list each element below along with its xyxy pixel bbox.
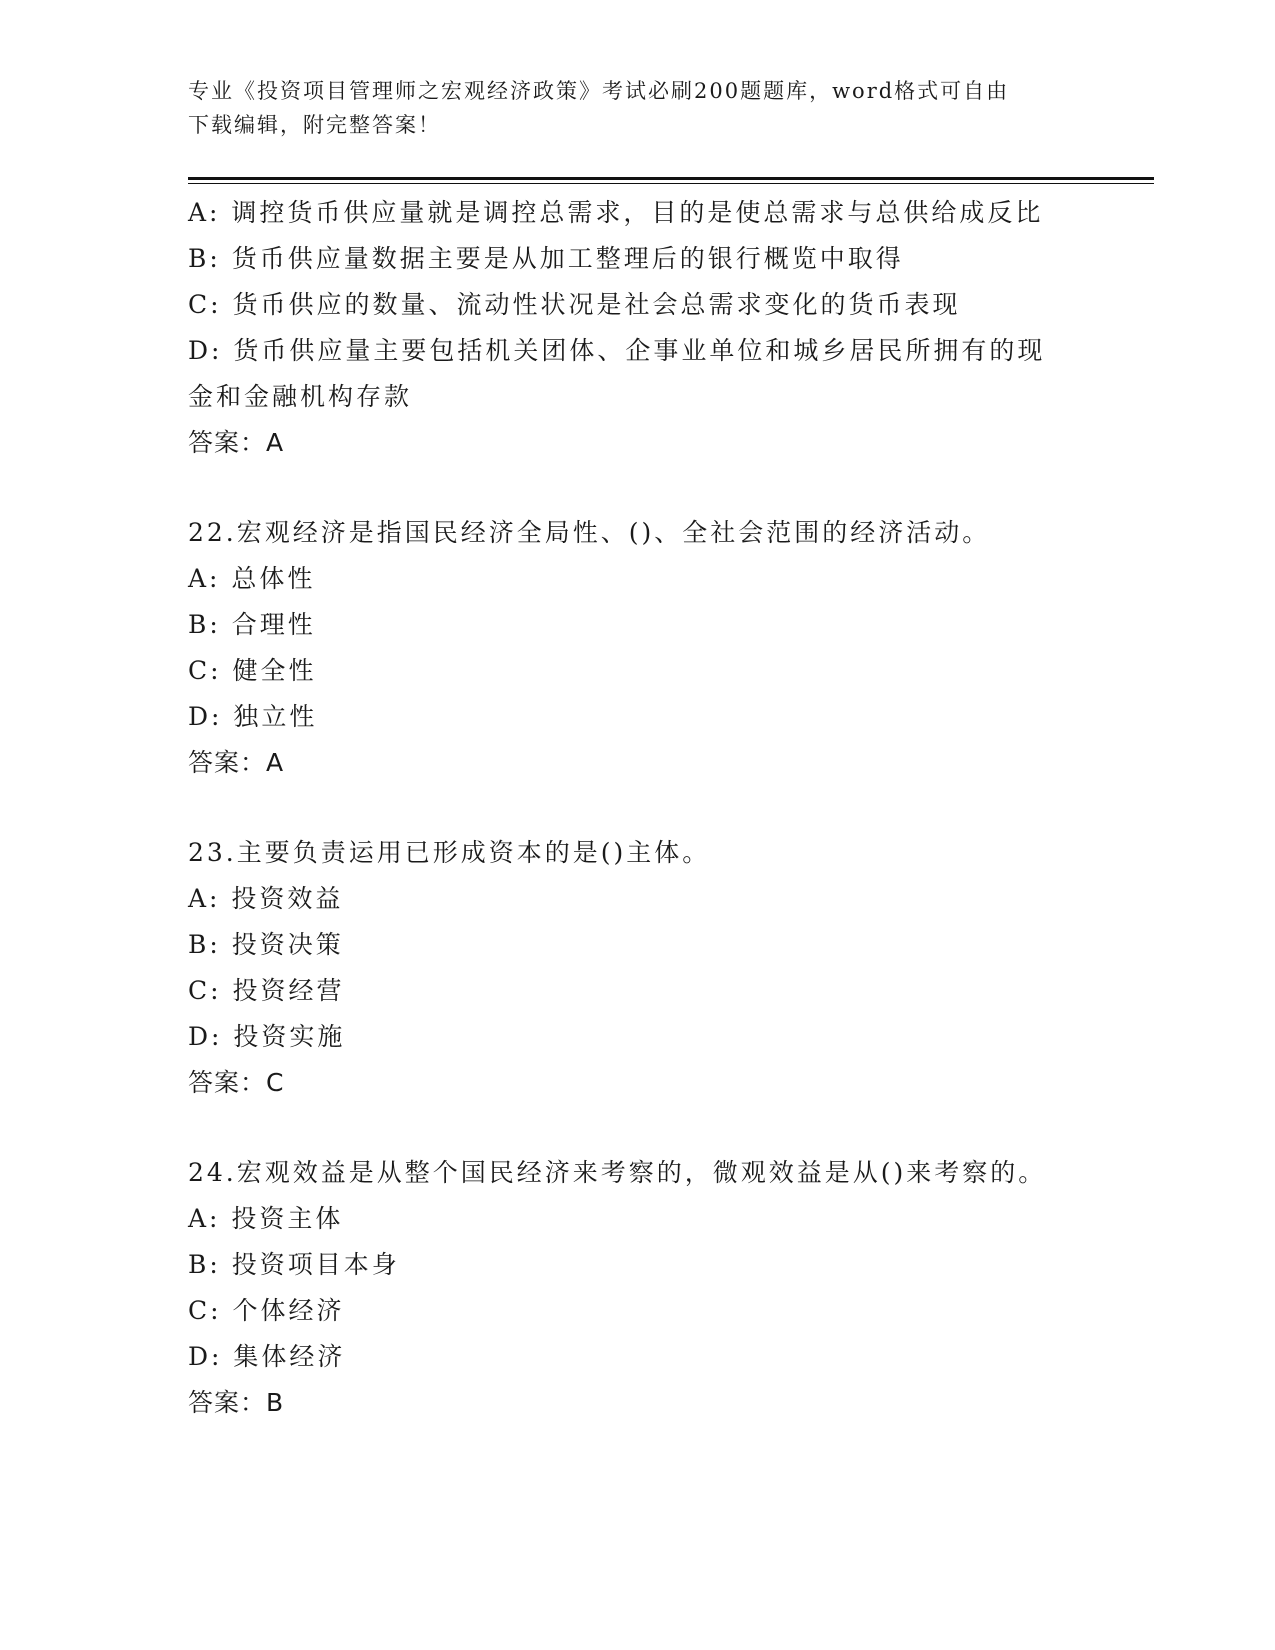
option-b: B: 投资项目本身 xyxy=(188,1250,400,1279)
option-b: B: 货币供应量数据主要是从加工整理后的银行概览中取得 xyxy=(188,244,904,273)
question-stem: 24.宏观效益是从整个国民经济来考察的，微观效益是从()来考察的。 xyxy=(188,1158,1047,1187)
question-stem: 23.主要负责运用已形成资本的是()主体。 xyxy=(188,838,711,867)
question-block-21 xyxy=(188,190,1088,466)
answer-label: 答案：A xyxy=(188,428,285,457)
header-divider-thin xyxy=(188,183,1154,184)
option-a: A: 总体性 xyxy=(188,564,316,593)
option-d: D: 投资实施 xyxy=(188,1022,346,1051)
question-block-23 xyxy=(188,830,1088,1106)
question-block-22 xyxy=(188,510,1088,786)
spacer xyxy=(188,1106,1088,1150)
option-b: B: 投资决策 xyxy=(188,930,344,959)
option-c: C: 个体经济 xyxy=(188,1296,345,1325)
spacer xyxy=(188,786,1088,830)
question-stem: 22.宏观经济是指国民经济全局性、()、全社会范围的经济活动。 xyxy=(188,518,991,547)
answer-label: 答案：B xyxy=(188,1388,285,1417)
question-block-24 xyxy=(188,1150,1088,1426)
option-c: C: 健全性 xyxy=(188,656,317,685)
option-d: D: 独立性 xyxy=(188,702,318,731)
option-a: A: 调控货币供应量就是调控总需求，目的是使总需求与总供给成反比 xyxy=(188,198,1044,227)
spacer xyxy=(188,466,1088,510)
option-a: A: 投资效益 xyxy=(188,884,344,913)
option-c: C: 投资经营 xyxy=(188,976,345,1005)
option-d: D: 集体经济 xyxy=(188,1342,346,1371)
question-list xyxy=(188,190,1088,1426)
answer-label: 答案：A xyxy=(188,748,285,777)
answer-label: 答案：C xyxy=(188,1068,285,1097)
option-c: C: 货币供应的数量、流动性状况是社会总需求变化的货币表现 xyxy=(188,290,961,319)
document-header xyxy=(188,74,1088,142)
header-divider-thick xyxy=(188,177,1154,180)
option-d-continued: 金和金融机构存款 xyxy=(188,382,413,411)
header-line-1: 专业《投资项目管理师之宏观经济政策》考试必刷200题题库，word格式可自由 xyxy=(188,79,1010,103)
option-b: B: 合理性 xyxy=(188,610,316,639)
option-d: D: 货币供应量主要包括机关团体、企事业单位和城乡居民所拥有的现 xyxy=(188,336,1046,365)
option-a: A: 投资主体 xyxy=(188,1204,344,1233)
header-line-2: 下载编辑，附完整答案！ xyxy=(188,113,441,137)
